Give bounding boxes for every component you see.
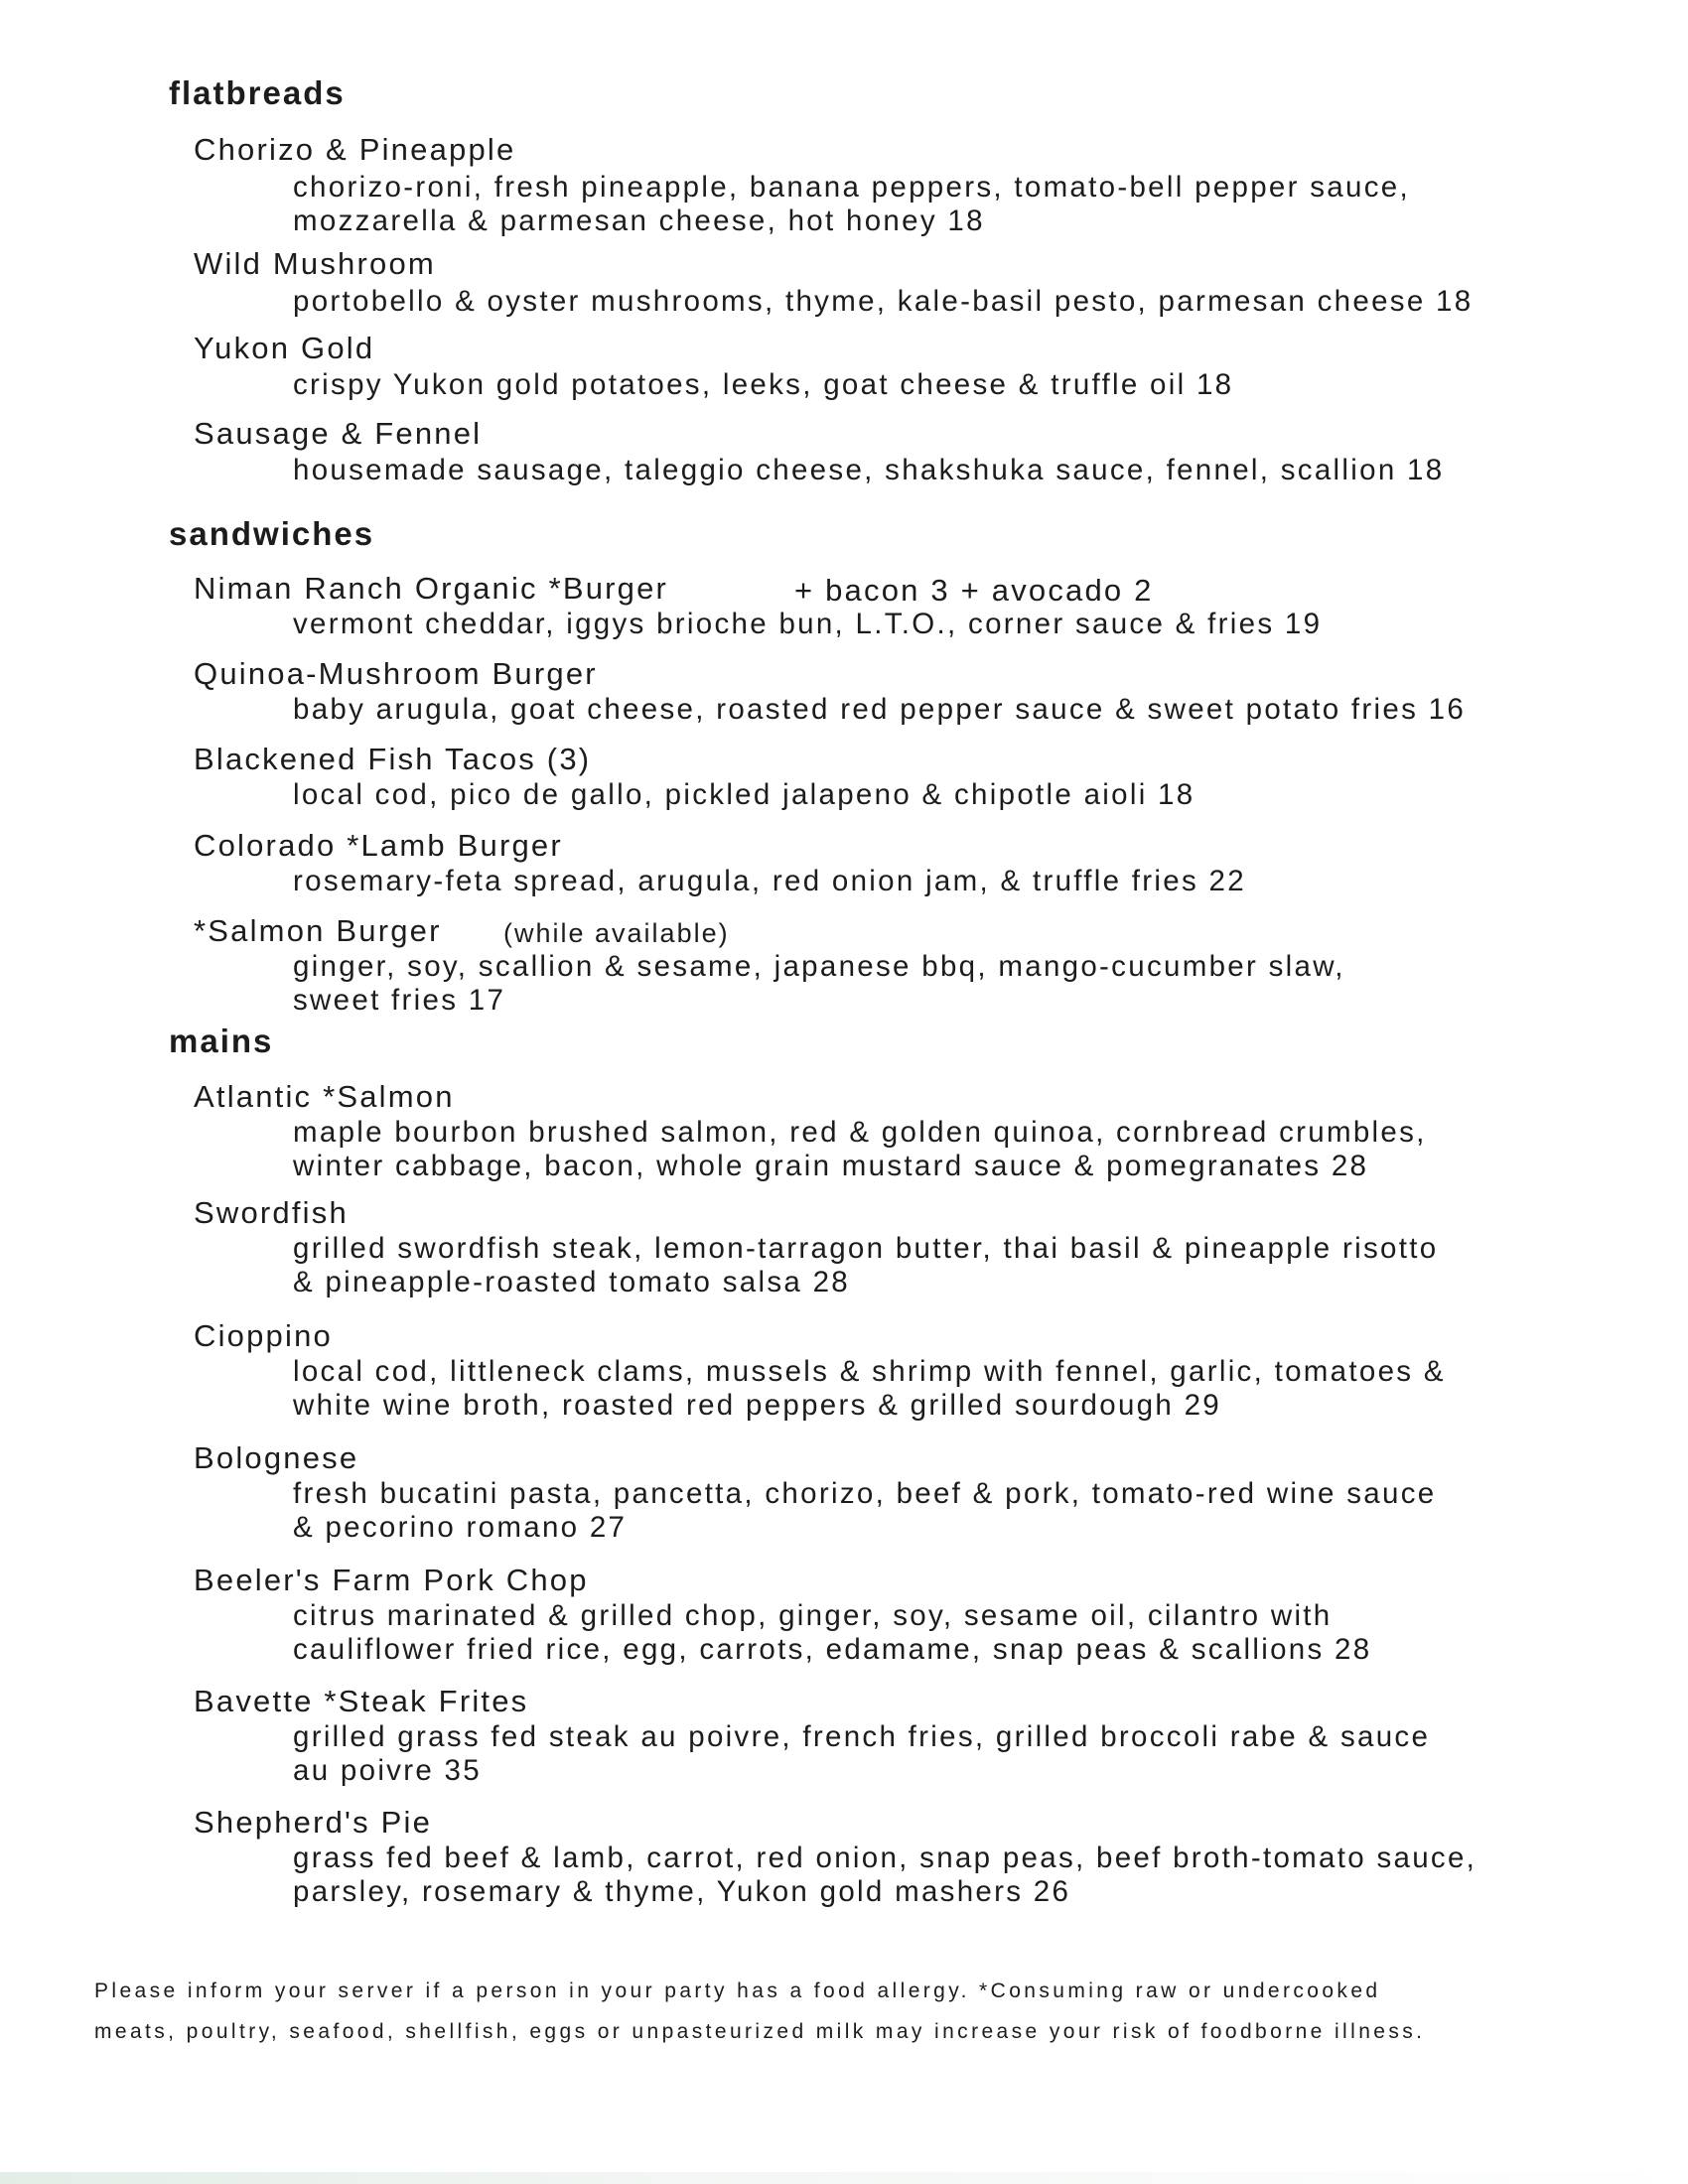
item-name-colorado-lamb-burger: Colorado *Lamb Burger bbox=[194, 828, 563, 863]
item-name-salmon-burger: *Salmon Burger bbox=[194, 913, 442, 948]
item-desc-atlantic-salmon bbox=[293, 1116, 1427, 1183]
item-desc-swordfish bbox=[293, 1232, 1438, 1299]
desc-line: mozzarella & parmesan cheese, hot honey 18 bbox=[293, 205, 985, 237]
desc-line: sweet fries 17 bbox=[293, 984, 506, 1017]
item-desc-bavette-steak-frites bbox=[293, 1720, 1430, 1788]
item-name-wild-mushroom: Wild Mushroom bbox=[194, 246, 436, 281]
desc-line: winter cabbage, bacon, whole grain mustard sauce & pomegranates 28 bbox=[293, 1150, 1369, 1182]
desc-line: housemade sausage, taleggio cheese, shakshuka sauce, fennel, scallion 18 bbox=[293, 454, 1445, 486]
item-name-shepherds-pie: Shepherd's Pie bbox=[194, 1805, 433, 1840]
desc-line: cauliflower fried rice, egg, carrots, edamame, snap peas & scallions 28 bbox=[293, 1633, 1372, 1666]
item-desc-shepherds-pie bbox=[293, 1842, 1477, 1909]
desc-line: parsley, rosemary & thyme, Yukon gold mashers 26 bbox=[293, 1875, 1071, 1908]
item-name-swordfish: Swordfish bbox=[194, 1195, 349, 1230]
desc-line: vermont cheddar, iggys brioche bun, L.T.O., corner sauce & fries 19 bbox=[293, 608, 1323, 640]
desc-line: & pineapple-roasted tomato salsa 28 bbox=[293, 1266, 850, 1298]
item-name-niman-ranch-burger: Niman Ranch Organic *Burger bbox=[194, 571, 669, 606]
desc-line: portobello & oyster mushrooms, thyme, kale-basil pesto, parmesan cheese 18 bbox=[293, 285, 1474, 318]
section-title-sandwiches: sandwiches bbox=[169, 515, 375, 552]
item-desc-cioppino bbox=[293, 1355, 1446, 1423]
desc-line: crispy Yukon gold potatoes, leeks, goat cheese & truffle oil 18 bbox=[293, 368, 1234, 401]
desc-line: grass fed beef & lamb, carrot, red onion, snap peas, beef broth-tomato sauce, bbox=[293, 1842, 1477, 1874]
item-desc-chorizo-pineapple bbox=[293, 171, 1410, 238]
item-name-chorizo-pineapple: Chorizo & Pineapple bbox=[194, 132, 516, 167]
item-name-bavette-steak-frites: Bavette *Steak Frites bbox=[194, 1684, 529, 1718]
disclaimer-line: Please inform your server if a person in your party has a food allergy. *Consuming raw or undercooked bbox=[94, 1979, 1381, 2002]
desc-line: local cod, pico de gallo, pickled jalapeno & chipotle aioli 18 bbox=[293, 778, 1196, 811]
availability-note: (while available) bbox=[503, 918, 730, 948]
burger-addon-options: + bacon 3 + avocado 2 bbox=[794, 573, 1154, 608]
item-name-pork-chop: Beeler's Farm Pork Chop bbox=[194, 1563, 589, 1597]
desc-line: rosemary-feta spread, arugula, red onion jam, & truffle fries 22 bbox=[293, 865, 1246, 897]
desc-line: & pecorino romano 27 bbox=[293, 1511, 628, 1544]
section-title-flatbreads: flatbreads bbox=[169, 74, 346, 111]
desc-line: au poivre 35 bbox=[293, 1754, 482, 1787]
desc-line: chorizo-roni, fresh pineapple, banana peppers, tomato-bell pepper sauce, bbox=[293, 171, 1410, 204]
desc-line: baby arugula, goat cheese, roasted red pepper sauce & sweet potato fries 16 bbox=[293, 693, 1467, 726]
item-name-quinoa-mushroom-burger: Quinoa-Mushroom Burger bbox=[194, 656, 598, 691]
item-name-sausage-fennel: Sausage & Fennel bbox=[194, 416, 483, 451]
desc-line: grilled grass fed steak au poivre, french fries, grilled broccoli rabe & sauce bbox=[293, 1720, 1431, 1753]
desc-line: citrus marinated & grilled chop, ginger, soy, sesame oil, cilantro with bbox=[293, 1599, 1333, 1632]
item-desc-niman-ranch-burger bbox=[293, 608, 1322, 641]
item-name-atlantic-salmon: Atlantic *Salmon bbox=[194, 1079, 455, 1114]
desc-line: white wine broth, roasted red peppers & grilled sourdough 29 bbox=[293, 1389, 1221, 1422]
item-desc-quinoa-mushroom-burger bbox=[293, 693, 1466, 727]
item-name-cioppino: Cioppino bbox=[194, 1318, 333, 1353]
item-desc-sausage-fennel bbox=[293, 454, 1444, 487]
allergy-disclaimer bbox=[94, 1971, 1643, 2052]
desc-line: local cod, littleneck clams, mussels & shrimp with fennel, garlic, tomatoes & bbox=[293, 1355, 1446, 1388]
disclaimer-line: meats, poultry, seafood, shellfish, eggs or unpasteurized milk may increase your risk of foodborne illness. bbox=[94, 2020, 1426, 2043]
desc-line: fresh bucatini pasta, pancetta, chorizo, beef & pork, tomato-red wine sauce bbox=[293, 1477, 1437, 1510]
item-desc-pork-chop bbox=[293, 1599, 1371, 1667]
desc-line: grilled swordfish steak, lemon-tarragon butter, thai basil & pineapple risotto bbox=[293, 1232, 1439, 1265]
desc-line: ginger, soy, scallion & sesame, japanese bbq, mango-cucumber slaw, bbox=[293, 950, 1345, 983]
item-desc-blackened-fish-tacos bbox=[293, 778, 1195, 812]
item-desc-wild-mushroom bbox=[293, 285, 1473, 319]
section-title-mains: mains bbox=[169, 1023, 274, 1059]
item-desc-colorado-lamb-burger bbox=[293, 865, 1246, 898]
item-name-blackened-fish-tacos: Blackened Fish Tacos (3) bbox=[194, 742, 592, 776]
scan-edge bbox=[0, 2172, 1688, 2184]
item-name-bolognese: Bolognese bbox=[194, 1440, 359, 1475]
item-name-yukon-gold: Yukon Gold bbox=[194, 331, 375, 365]
item-desc-bolognese bbox=[293, 1477, 1436, 1545]
desc-line: maple bourbon brushed salmon, red & golden quinoa, cornbread crumbles, bbox=[293, 1116, 1427, 1149]
item-desc-salmon-burger bbox=[293, 950, 1345, 1018]
item-desc-yukon-gold bbox=[293, 368, 1233, 402]
